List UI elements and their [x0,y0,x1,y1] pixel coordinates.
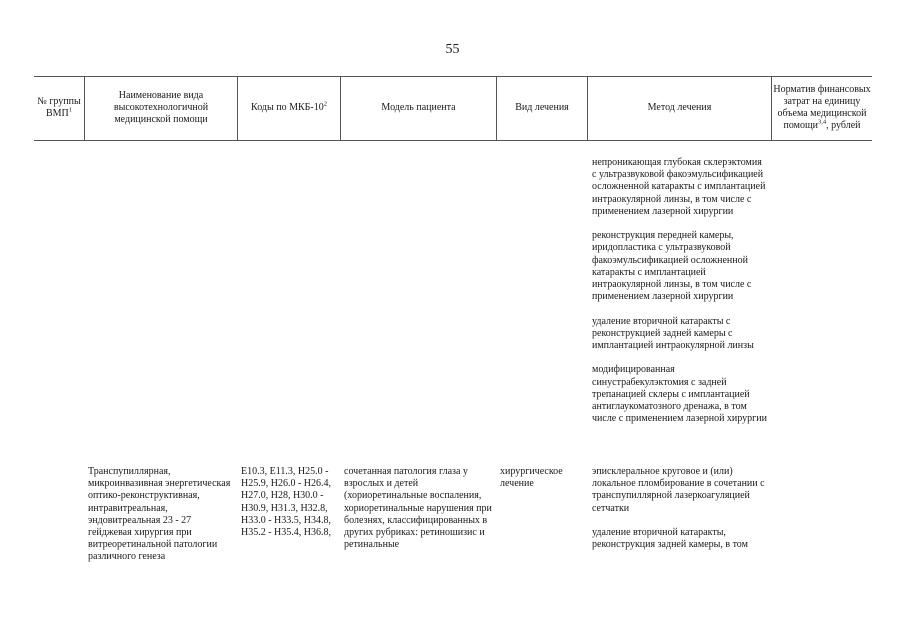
header-group: № группы ВМП$^1$ [37,96,81,119]
method-item: реконструкция передней камеры, иридопластика с ультразвуковой факоэмульсификацией осложненной катаракты с имплантацией интраокулярной линзы, в том числе с применением лазерной хирургии [592,230,752,303]
header-method: Метод лечения [647,102,712,113]
method-item: модифицированная синустрабекулэктомия с задней трепанацией склеры с имплантацией антиглаукоматозного дренажа, в том числе с применением лазерной хирургии [592,364,767,425]
header-codes: Коды по МКБ-$10^2$ [251,100,327,113]
row-methods [592,466,770,564]
header-name: Наименование вида высокотехнологичной медицинской помощи [113,90,209,125]
header-treatment-type: Вид лечения [515,102,569,113]
header-model: Модель пациента [381,102,456,113]
method-item: удаление вторичной катаракты, реконструкция задней камеры, в том [592,527,748,551]
header-bottom-border [34,140,872,141]
method-item: непроникающая глубокая склерэктомия с ультразвуковой факоэмульсификацией осложненной катаракты с имплантацией интраокулярной линзы, в том числе с применением лазерной хирургии [592,157,766,217]
method-item: эписклеральное круговое и (или) локальное пломбирование в сочетании с транспупиллярной лазеркоагуляцией сетчатки [592,466,765,514]
continued-methods [592,157,768,438]
row-treatment-type: хирургическое лечение [500,466,563,490]
row-model: сочетанная патология глаза у взрослых и детей (хориоретинальные воспаления, хориоретинальные нарушения при болезнях, классифицированных в других рубриках: ретиношизис и ретинальные [344,466,492,551]
page-number: 55 [445,42,460,57]
method-item: удаление вторичной катаракты с реконструкцией задней камеры с имплантацией интраокулярной линзы [592,315,754,352]
row-codes: E10.3, E11.3, H25.0 - H25.9, H26.0 - H26.4, H27.0, H28, H30.0 - H30.9, H31.3, H32.8, H33.0 - H33.5, H34.8, H35.2 - H35.4, H36.8, [241,466,331,539]
row-name: Транспупиллярная, микроинвазивная энергетическая оптико-реконструктивная, интравитреальная, эндовитреальная 23 - 27 гейджевая хирургия при витреоретинальной патологии различного генеза [88,466,231,563]
header-norm: Норматив финансовых затрат на единицу объема медицинской помощи$^{3,4}$, рублей [773,84,871,131]
